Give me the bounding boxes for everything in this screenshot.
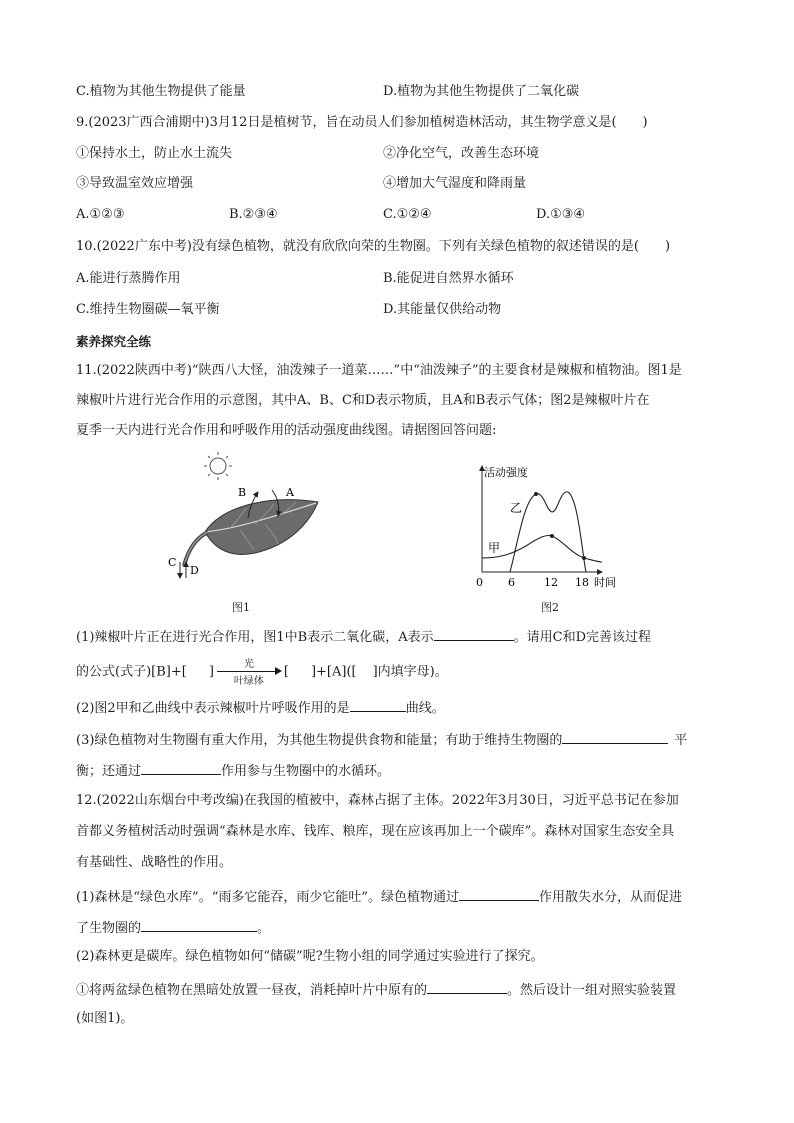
- q11-part2-text-b: 曲线。: [405, 701, 445, 716]
- q12-stem-line-2: 首都义务植树活动时强调“森林是水库、钱库、粮库，现在应该再加上一个碳库”。森林对国家生态安全具: [76, 824, 675, 839]
- q9-item-2: ②净化空气，改善生态环境: [383, 146, 540, 161]
- fig2-curve-label-yi: 乙: [510, 501, 523, 515]
- q11-formula-text-d: ]+[A]([: [310, 664, 357, 680]
- q11-part3-text-c: 衡；还通过: [76, 764, 142, 779]
- fig2-curve-label-jia: 甲: [488, 541, 501, 555]
- q11-stem-line-2: 辣椒叶片进行光合作用的示意图，其中A、B、C和D表示物质，且A和B表示气体；图2是辣椒叶片在: [76, 393, 650, 408]
- q12-part1-text-d: 。: [257, 921, 271, 936]
- fig2-point-3: [582, 556, 586, 560]
- figure-1-leaf-diagram: [160, 450, 330, 595]
- q11-part1-line-1: [76, 626, 651, 647]
- fig2-point-2: [550, 534, 554, 538]
- q11-blank-b[interactable]: [350, 697, 406, 712]
- q12-part2-1-text-b: 。然后设计一组对照实验装置: [507, 983, 677, 998]
- q11-formula-text-c: [: [283, 664, 289, 680]
- q11-part3-text-d: 作用参与生物圈中的水循环。: [221, 764, 391, 779]
- q10-option-a: A.能进行蒸腾作用: [76, 271, 181, 286]
- q11-part2-text-a: (2)图2甲和乙曲线中表示辣椒叶片呼吸作用的是: [76, 701, 350, 716]
- q11-reaction-arrow: [217, 659, 281, 685]
- q10-option-d: D.其能量仅供给动物: [383, 302, 502, 317]
- fig1-label-d: D: [190, 564, 199, 577]
- q12-part1-text-b: 作用散失水分，从而促进: [539, 890, 683, 905]
- q12-part1-line-1: [76, 886, 682, 907]
- q11-formula-text-e: ]内填字母)。: [372, 664, 448, 680]
- q11-blank-d[interactable]: [141, 760, 221, 775]
- q12-part2-1-text-a: ①将两盆绿色植物在黑暗处放置一昼夜，消耗掉叶片中原有的: [76, 983, 428, 998]
- q12-stem-line-3: 有基础性、战略性的作用。: [76, 855, 233, 870]
- fig1-label-a: A: [286, 486, 294, 499]
- q10-option-c: C.维持生物圈碳—氧平衡: [76, 302, 220, 317]
- q9-option-b: B.②③④: [229, 207, 278, 222]
- fig2-tick-6: 6: [508, 576, 515, 589]
- figure-2-caption: 图2: [541, 601, 559, 614]
- fig1-label-c: C: [168, 556, 177, 569]
- fig1-label-b: B: [238, 486, 247, 499]
- q12-part1-line-2: [76, 917, 270, 938]
- q11-part1-text-b: 。请用C和D完善该过程: [513, 630, 652, 645]
- q11-part2: [76, 697, 445, 718]
- q9-item-4: ④增加大气湿度和降雨量: [383, 176, 527, 191]
- q12-part1-text-c: 了生物圈的: [76, 921, 142, 936]
- q12-part1-text-a: (1)森林是“绿色水库”。“雨多它能吞，雨少它能吐”。绿色植物通过: [76, 890, 459, 905]
- figure-1-caption: 图1: [232, 601, 250, 614]
- fig2-tick-18: 18: [575, 576, 589, 589]
- q11-part3-line-2: [76, 760, 390, 781]
- q8-option-c: C.植物为其他生物提供了能量: [76, 84, 246, 99]
- q9-option-d: D.①③④: [536, 207, 586, 222]
- q10-option-b: B.能促进自然界水循环: [383, 271, 514, 286]
- leaf-shape: [184, 500, 318, 566]
- q12-part2-1-line-2: (如图1)。: [76, 1011, 134, 1026]
- fig2-tick-0: 0: [476, 576, 483, 589]
- arrow-condition-chloroplast: 叶绿体: [233, 676, 264, 687]
- q11-stem-line-1: 11.(2022陕西中考)“陕西八大怪，油泼辣子一道菜……”中“油泼辣子”的主要食材是辣椒和植物油。图1是: [76, 363, 682, 378]
- q11-stem-line-3: 夏季一天内进行光合作用和呼吸作用的活动强度曲线图。请据图回答问题:: [76, 423, 497, 438]
- q9-stem: 9.(2023广西合浦期中)3月12日是植树节，旨在动员人们参加植树造林活动，其生物学意义是( ): [76, 115, 648, 130]
- q12-blank-a[interactable]: [459, 886, 539, 901]
- q9-option-a: A.①②③: [76, 207, 125, 222]
- q10-stem: 10.(2022广东中考)没有绿色植物，就没有欣欣向荣的生物圈。下列有关绿色植物的叙述错误的是( ): [76, 239, 671, 254]
- q11-part3-line-1: [76, 729, 687, 750]
- q12-stem-line-1: 12.(2022山东烟台中考改编)在我国的植被中，森林占据了主体。2022年3月30日，习近平总书记在参加: [76, 793, 679, 808]
- figure-2-activity-chart: [462, 462, 632, 592]
- q8-option-d: D.植物为其他生物提供了二氧化碳: [383, 84, 580, 99]
- q12-blank-c[interactable]: [427, 979, 507, 994]
- fig2-x-label: 时间: [594, 576, 616, 589]
- fig2-tick-12: 12: [544, 576, 558, 589]
- q11-part1-text-a: (1)辣椒叶片正在进行光合作用，图1中B表示二氧化碳，A表示: [76, 630, 434, 645]
- q12-part2: (2)森林更是碳库。绿色植物如何“储碳”呢?生物小组的同学通过实验进行了探究。: [76, 949, 544, 964]
- q11-formula-text-b: ]: [208, 664, 214, 680]
- q11-formula-text-a: 的公式(式子)[B]+[: [76, 664, 187, 680]
- q9-option-c: C.①②④: [383, 207, 432, 222]
- q11-blank-c[interactable]: [562, 729, 668, 744]
- arrow-condition-light: 光: [243, 659, 254, 670]
- q9-item-3: ③导致温室效应增强: [76, 176, 194, 191]
- q9-item-1: ①保持水土，防止水土流失: [76, 146, 233, 161]
- q12-blank-b[interactable]: [141, 917, 257, 932]
- sun-icon: [204, 452, 232, 480]
- section-title: 素养探究全练: [76, 334, 152, 349]
- fig2-y-label: 活动强度: [484, 466, 528, 479]
- q11-part3-text-a: (3)绿色植物对生物圈有重大作用，为其他生物提供食物和能量；有助于维持生物圈的: [76, 733, 563, 748]
- q11-blank-a[interactable]: [434, 626, 514, 641]
- fig2-point-1: [534, 492, 538, 496]
- q12-part2-1-line-1: [76, 979, 676, 1000]
- q11-part1-line-2: [76, 659, 448, 685]
- q11-part3-text-b: 平: [674, 733, 688, 748]
